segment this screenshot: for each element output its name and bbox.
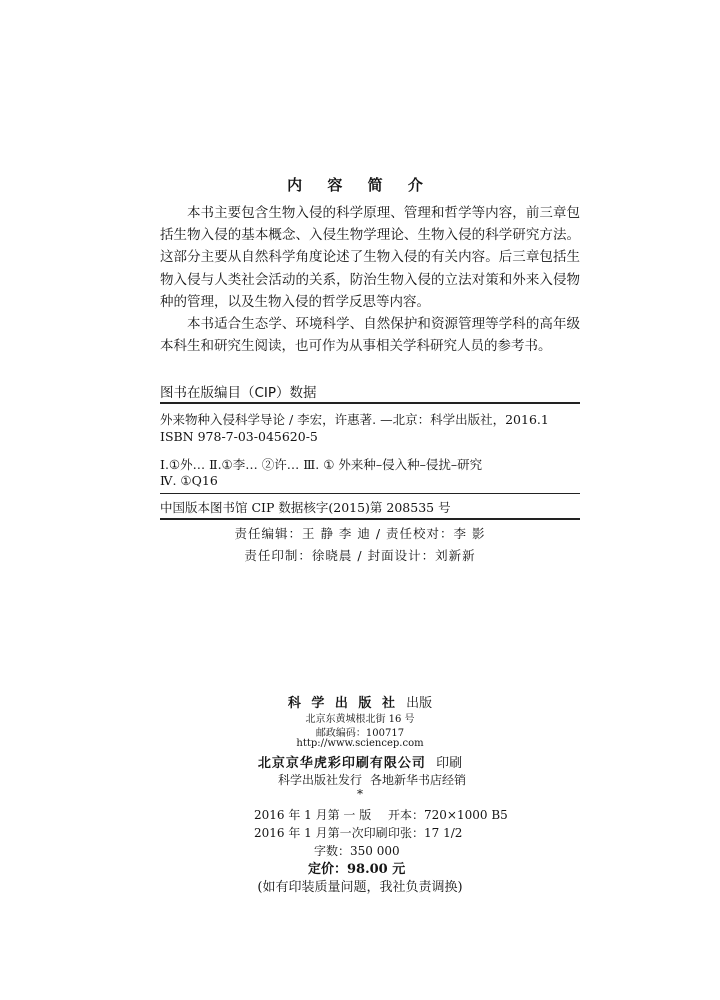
cip-heading: 图书在版编目（CIP）数据 bbox=[160, 385, 317, 401]
cip-classification-1: Ⅰ.①外… Ⅱ.①李… ②许… Ⅲ. ① 外来种–侵入种–侵扰–研究 bbox=[160, 457, 483, 472]
cip-title-line: 外来物种入侵科学导论 / 李宏，许惠著. —北京：科学出版社，2016.1 bbox=[160, 412, 549, 427]
printer-name: 北京京华虎彩印刷有限公司 bbox=[257, 756, 426, 771]
cip-mid-rule bbox=[160, 493, 580, 494]
price: 定价：98.00 元 bbox=[308, 862, 406, 877]
cip-top-rule bbox=[160, 402, 580, 404]
edition: 2016 年 1 月第 一 版 bbox=[254, 808, 372, 822]
summary-paragraph-2: 本书适合生态学、环境科学、自然保护和资源管理等学科的高年级本科生和研究生阅读，也可作为从事相关学科研究人员的参考书。 bbox=[160, 316, 580, 355]
word-count: 字数：350 000 bbox=[314, 844, 400, 858]
publisher-address: 北京东黄城根北街 16 号 bbox=[305, 714, 415, 725]
cip-classification-2: Ⅳ. ①Q16 bbox=[160, 473, 218, 488]
publisher-postcode: 邮政编码：100717 bbox=[315, 728, 405, 739]
publisher-url: http://www.sciencep.com bbox=[296, 738, 424, 749]
summary-paragraph-1: 本书主要包含生物入侵的科学原理、管理和哲学等内容，前三章包括生物入侵的基本概念、入侵生物学理论、生物入侵的科学研究方法。这部分主要从自然科学角度论述了生物入侵的有关内容。后三章包括生物入侵与人类社会活动的关系，防治生物入侵的立法对策和外来入侵物种的管理，以及生物入侵的哲学反思等内容。 bbox=[160, 205, 580, 310]
cip-isbn: ISBN 978-7-03-045620-5 bbox=[160, 429, 318, 444]
quality-notice: (如有印装质量问题，我社负责调换) bbox=[257, 880, 463, 895]
credits-line-2: 责任印制：徐晓晨 / 封面设计：刘新新 bbox=[244, 548, 476, 563]
printing: 2016 年 1 月第一次印刷 bbox=[254, 826, 388, 840]
credits-line-1: 责任编辑：王 静 李 迪 / 责任校对：李 影 bbox=[234, 526, 486, 541]
printer-suffix: 印刷 bbox=[436, 756, 463, 771]
publisher-suffix: 出版 bbox=[406, 696, 433, 711]
book-format: 开本：720×1000 B5 bbox=[388, 808, 508, 822]
sheets: 印张：17 1/2 bbox=[388, 826, 463, 840]
cip-number: 中国版本图书馆 CIP 数据核字(2015)第 208535 号 bbox=[160, 500, 451, 515]
summary-title: 内 容 简 介 bbox=[287, 176, 433, 194]
publisher-line bbox=[0, 692, 720, 711]
printer-line bbox=[0, 752, 720, 771]
issuer: 科学出版社发行 bbox=[278, 773, 363, 787]
publisher-name: 科 学 出 版 社 bbox=[287, 696, 398, 711]
distributor: 各地新华书店经销 bbox=[370, 773, 467, 787]
separator-star: * bbox=[357, 787, 363, 801]
cip-bottom-rule bbox=[160, 518, 580, 520]
